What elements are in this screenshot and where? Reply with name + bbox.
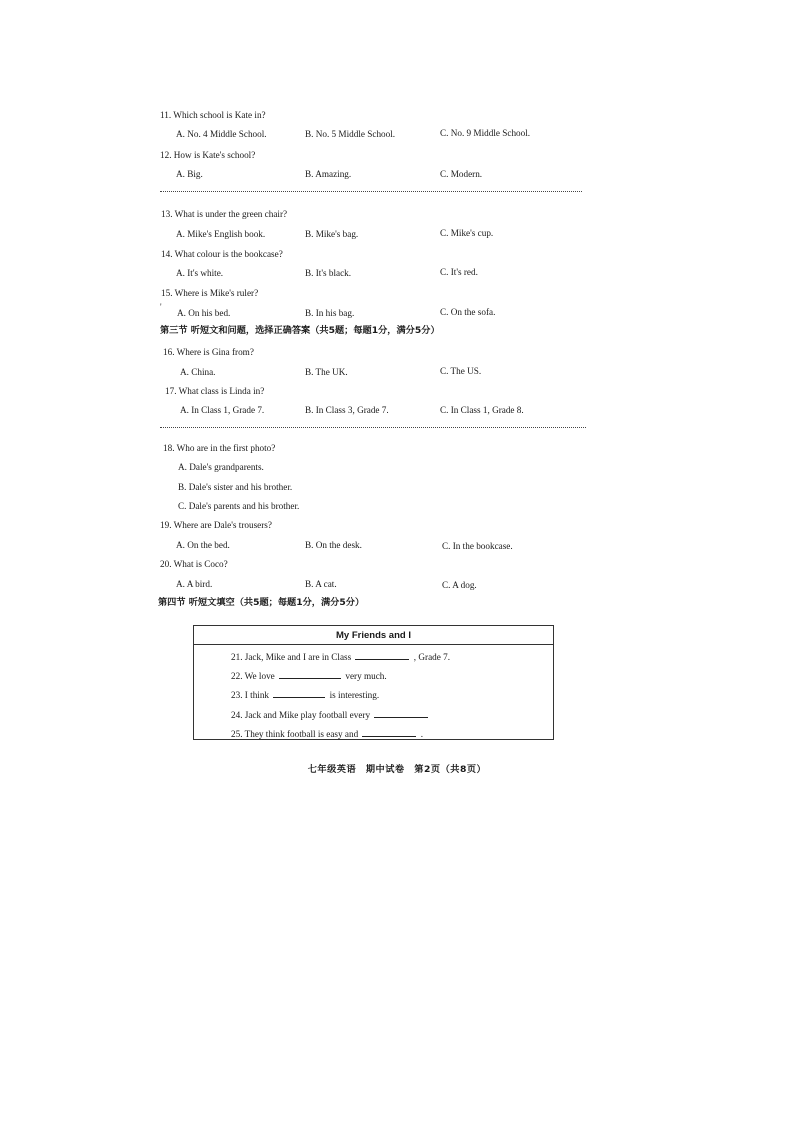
- answer-blank-25[interactable]: [362, 727, 416, 737]
- stray-mark: ': [160, 302, 162, 312]
- option-18-a: A. Dale's grandparents.: [178, 462, 264, 472]
- option-13-a: A. Mike's English book.: [176, 229, 266, 239]
- option-14-b: B. It's black.: [305, 268, 352, 278]
- fill-text-25-post: .: [420, 729, 424, 739]
- option-19-c: C. In the bookcase.: [442, 541, 513, 551]
- fill-line-22: [231, 669, 387, 682]
- answer-blank-23[interactable]: [273, 688, 325, 698]
- question-12: 12. How is Kate's school?: [160, 150, 256, 160]
- question-14: 14. What colour is the bookcase?: [161, 249, 283, 259]
- option-16-b: B. The UK.: [305, 367, 348, 377]
- section-4-heading: 第四节 听短文填空（共5题；每题1分，满分5分）: [158, 597, 365, 608]
- option-11-c: C. No. 9 Middle School.: [440, 128, 531, 138]
- fill-text-21-post: , Grade 7.: [413, 652, 451, 662]
- option-20-a: A. A bird.: [176, 579, 213, 589]
- question-11: 11. Which school is Kate in?: [160, 110, 266, 120]
- page-footer: 七年级英语 期中试卷 第2页（共8页）: [307, 764, 487, 775]
- fill-line-25: [231, 727, 423, 740]
- option-12-a: A. Big.: [176, 169, 203, 179]
- fill-text-21-pre: 21. Jack, Mike and I are in Class: [231, 652, 352, 662]
- option-20-b: B. A cat.: [305, 579, 337, 589]
- dotted-separator: [160, 427, 586, 428]
- fill-line-24: [231, 708, 430, 721]
- option-12-b: B. Amazing.: [305, 169, 352, 179]
- question-19: 19. Where are Dale's trousers?: [160, 520, 272, 530]
- fill-text-23-post: is interesting.: [329, 690, 380, 700]
- answer-blank-22[interactable]: [279, 669, 341, 679]
- option-16-a: A. China.: [180, 367, 216, 377]
- option-14-a: A. It's white.: [176, 268, 224, 278]
- question-17: 17. What class is Linda in?: [165, 386, 265, 396]
- option-18-b: B. Dale's sister and his brother.: [178, 482, 293, 492]
- option-19-a: A. On the bed.: [176, 540, 230, 550]
- option-15-c: C. On the sofa.: [440, 307, 496, 317]
- question-13: 13. What is under the green chair?: [161, 209, 288, 219]
- option-14-c: C. It's red.: [440, 267, 478, 277]
- option-15-b: B. In his bag.: [305, 308, 355, 318]
- dotted-separator: [160, 191, 582, 192]
- section-3-heading: 第三节 听短文和问题，选择正确答案（共5题；每题1分，满分5分）: [160, 325, 440, 336]
- fill-text-22-post: very much.: [345, 671, 387, 681]
- option-11-b: B. No. 5 Middle School.: [305, 129, 396, 139]
- fill-text-23-pre: 23. I think: [231, 690, 270, 700]
- fill-in-box: [193, 625, 554, 740]
- fill-text-22-pre: 22. We love: [231, 671, 275, 681]
- question-15: 15. Where is Mike's ruler?: [161, 288, 259, 298]
- option-17-b: B. In Class 3, Grade 7.: [305, 405, 389, 415]
- option-13-b: B. Mike's bag.: [305, 229, 359, 239]
- option-17-c: C. In Class 1, Grade 8.: [440, 405, 524, 415]
- option-11-a: A. No. 4 Middle School.: [176, 129, 267, 139]
- fill-text-24-pre: 24. Jack and Mike play football every: [231, 710, 371, 720]
- option-18-c: C. Dale's parents and his brother.: [178, 501, 300, 511]
- question-16: 16. Where is Gina from?: [163, 347, 254, 357]
- option-12-c: C. Modern.: [440, 169, 483, 179]
- option-20-c: C. A dog.: [442, 580, 477, 590]
- option-17-a: A. In Class 1, Grade 7.: [180, 405, 265, 415]
- answer-blank-24[interactable]: [374, 708, 428, 718]
- option-15-a: A. On his bed.: [177, 308, 231, 318]
- fill-line-21: [231, 650, 450, 663]
- option-13-c: C. Mike's cup.: [440, 228, 494, 238]
- question-20: 20. What is Coco?: [160, 559, 228, 569]
- option-19-b: B. On the desk.: [305, 540, 362, 550]
- box-title: My Friends and I: [194, 626, 553, 645]
- answer-blank-21[interactable]: [355, 650, 409, 660]
- fill-line-23: [231, 688, 379, 701]
- option-16-c: C. The US.: [440, 366, 482, 376]
- question-18: 18. Who are in the first photo?: [163, 443, 276, 453]
- fill-text-25-pre: 25. They think football is easy and: [231, 729, 359, 739]
